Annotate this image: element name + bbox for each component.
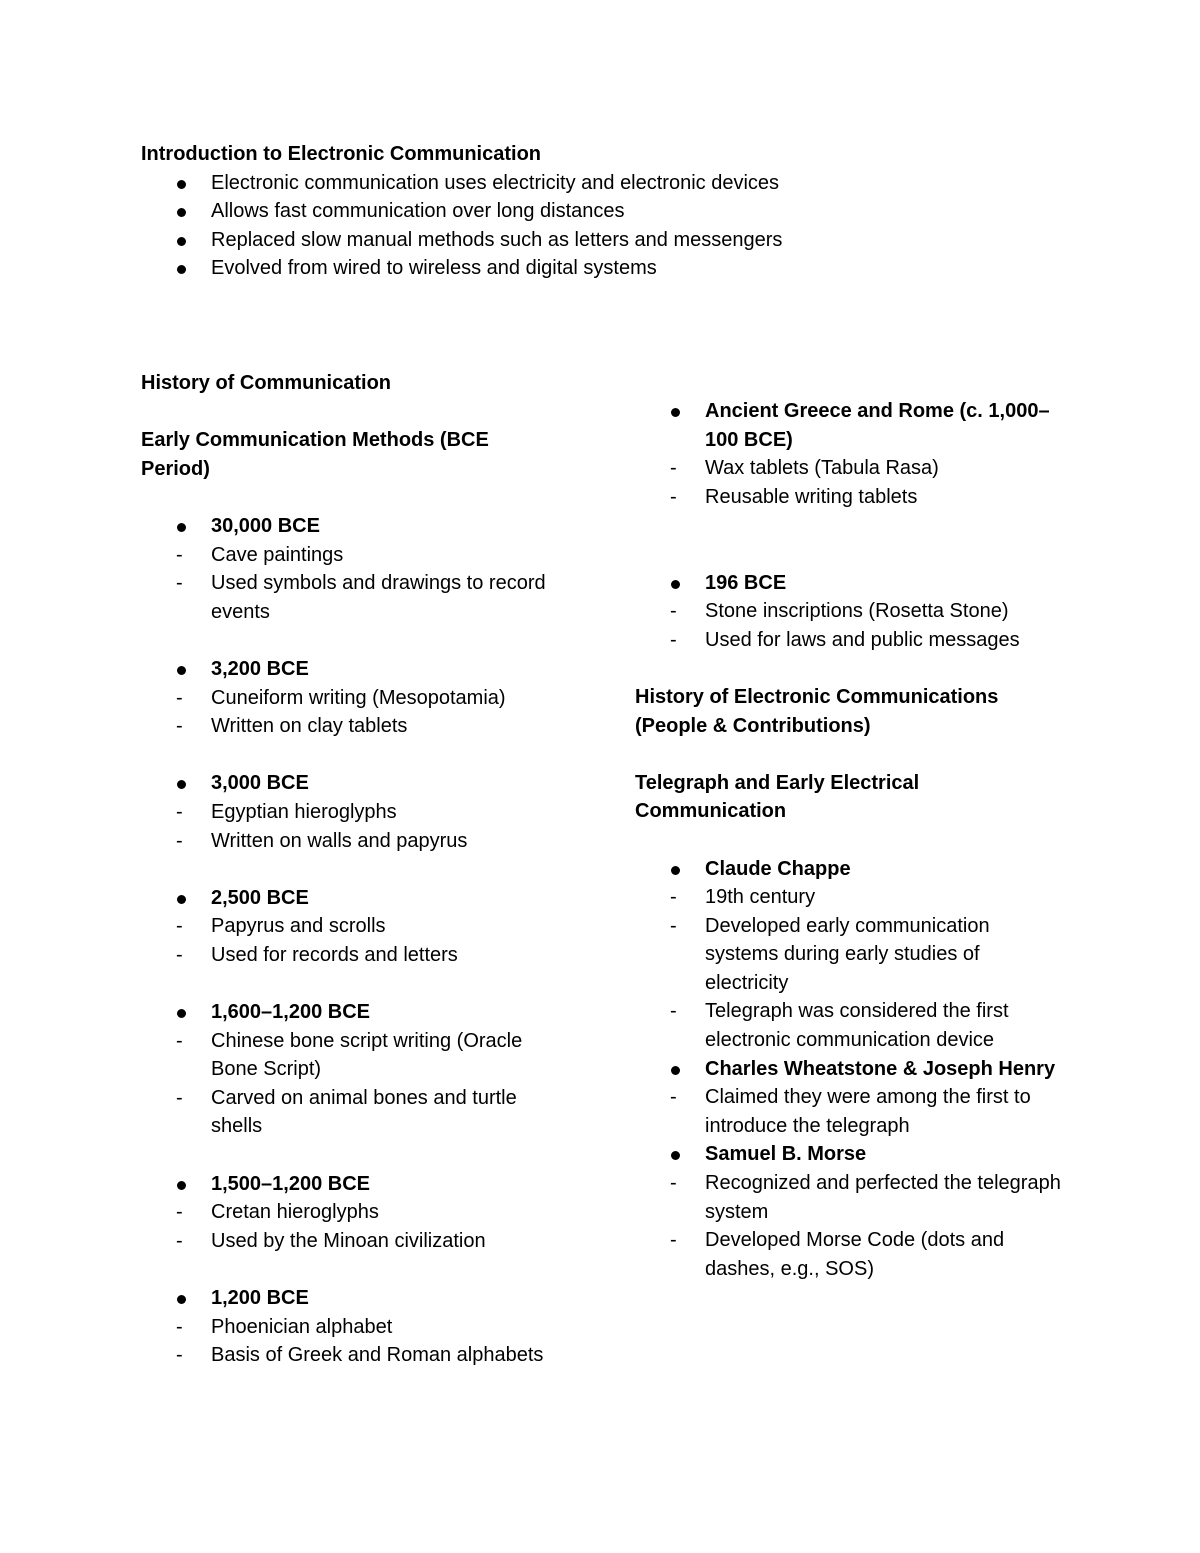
entry-detail: - Carved on animal bones and turtle shells [176, 1086, 517, 1138]
entry-detail: - Basis of Greek and Roman alphabets [176, 1344, 544, 1367]
entry-detail: - Used symbols and drawings to record events [176, 572, 546, 623]
entry-detail: - Phoenician alphabet [176, 1315, 393, 1338]
bullet-icon [671, 1066, 680, 1075]
bullet-icon [177, 265, 186, 274]
bullet-icon [177, 1295, 186, 1304]
intro-bullet [141, 254, 1101, 283]
person-claude-chappe [635, 855, 1065, 1055]
timeline-entry-1600-1200-bce [141, 998, 561, 1141]
timeline-entry-2500-bce [141, 884, 561, 970]
intro-section [141, 140, 1101, 283]
intro-bullet [141, 226, 1101, 255]
entry-detail: - Reusable writing tablets [670, 485, 918, 508]
left-column [141, 369, 561, 1370]
electronic-history-title: History of Electronic Communications (People & Contributions) [635, 685, 999, 737]
person-detail: - Developed Morse Code (dots and dashes, e.g., SOS) [670, 1229, 1005, 1280]
person-detail: - Developed early communication systems during early studies of electricity [670, 914, 990, 994]
bullet-icon [177, 523, 186, 532]
bullet-text: Evolved from wired to wireless and digital systems [211, 257, 657, 280]
person-wheatstone-henry [635, 1055, 1065, 1141]
early-methods-title: Early Communication Methods (BCE Period) [141, 429, 489, 480]
timeline-entry-1500-1200-bce [141, 1170, 561, 1256]
entry-detail: - Used for records and letters [176, 943, 458, 966]
entry-detail: - Cretan hieroglyphs [176, 1201, 379, 1224]
bullet-icon [177, 180, 186, 189]
entry-date: 30,000 BCE [141, 512, 561, 541]
person-detail: - Claimed they were among the first to introduce the telegraph [670, 1086, 1031, 1137]
timeline-entry-3000-bce [141, 769, 561, 855]
entry-date: 1,600–1,200 BCE [141, 998, 561, 1027]
intro-title: Introduction to Electronic Communication [141, 143, 541, 165]
timeline-entry-greece-rome [635, 397, 1065, 511]
entry-detail: - Papyrus and scrolls [176, 915, 386, 938]
telegraph-title: Telegraph and Early Electrical Communication [635, 771, 920, 823]
timeline-entry-196-bce [635, 569, 1065, 655]
bullet-icon [177, 1009, 186, 1018]
entry-date: 3,000 BCE [141, 769, 561, 798]
entry-detail: - Used for laws and public messages [670, 628, 1020, 651]
entry-detail: - Wax tablets (Tabula Rasa) [670, 457, 939, 480]
history-title: History of Communication [141, 372, 392, 394]
entry-detail: - Chinese bone script writing (Oracle Bone Script) [176, 1029, 523, 1081]
entry-detail: - Cave paintings [176, 543, 344, 566]
person-name: Claude Chappe [635, 855, 1065, 884]
bullet-icon [671, 408, 680, 417]
intro-bullet [141, 197, 1101, 226]
bullet-icon [177, 780, 186, 789]
timeline-entry-30000-bce [141, 512, 561, 626]
entry-detail: - Used by the Minoan civilization [176, 1229, 486, 1252]
entry-detail: - Written on clay tablets [176, 715, 408, 738]
person-detail: - Telegraph was considered the first electronic communication device [670, 1000, 1009, 1052]
timeline-entry-3200-bce [141, 655, 561, 741]
entry-date: 2,500 BCE [141, 884, 561, 913]
bullet-icon [177, 666, 186, 675]
entry-date: 3,200 BCE [141, 655, 561, 684]
bullet-icon [177, 237, 186, 246]
bullet-icon [177, 208, 186, 217]
entry-detail: - Cuneiform writing (Mesopotamia) [176, 686, 506, 709]
bullet-text: Allows fast communication over long distances [211, 200, 625, 223]
entry-date: 1,500–1,200 BCE [141, 1170, 561, 1199]
timeline-entry-1200-bce [141, 1284, 561, 1370]
right-column [635, 397, 1065, 1283]
intro-bullet [141, 169, 1101, 198]
person-samuel-morse [635, 1140, 1065, 1283]
person-name: Samuel B. Morse [635, 1140, 1065, 1169]
bullet-text: Electronic communication uses electricity and electronic devices [211, 171, 780, 194]
bullet-text: Replaced slow manual methods such as letters and messengers [211, 228, 783, 251]
bullet-icon [177, 1181, 186, 1190]
bullet-icon [177, 895, 186, 904]
bullet-icon [671, 580, 680, 589]
entry-detail: - Stone inscriptions (Rosetta Stone) [670, 600, 1009, 623]
person-detail: - Recognized and perfected the telegraph system [670, 1172, 1061, 1223]
entry-date: 196 BCE [635, 569, 1065, 598]
entry-detail: - Egyptian hieroglyphs [176, 800, 397, 823]
person-name: Charles Wheatstone & Joseph Henry [635, 1055, 1065, 1084]
entry-date: Ancient Greece and Rome (c. 1,000–100 BCE) [635, 397, 1065, 454]
person-detail: - 19th century [670, 886, 816, 909]
bullet-icon [671, 1151, 680, 1160]
bullet-icon [671, 866, 680, 875]
entry-detail: - Written on walls and papyrus [176, 829, 468, 852]
intro-bullet-list [141, 169, 1101, 283]
entry-date: 1,200 BCE [141, 1284, 561, 1313]
